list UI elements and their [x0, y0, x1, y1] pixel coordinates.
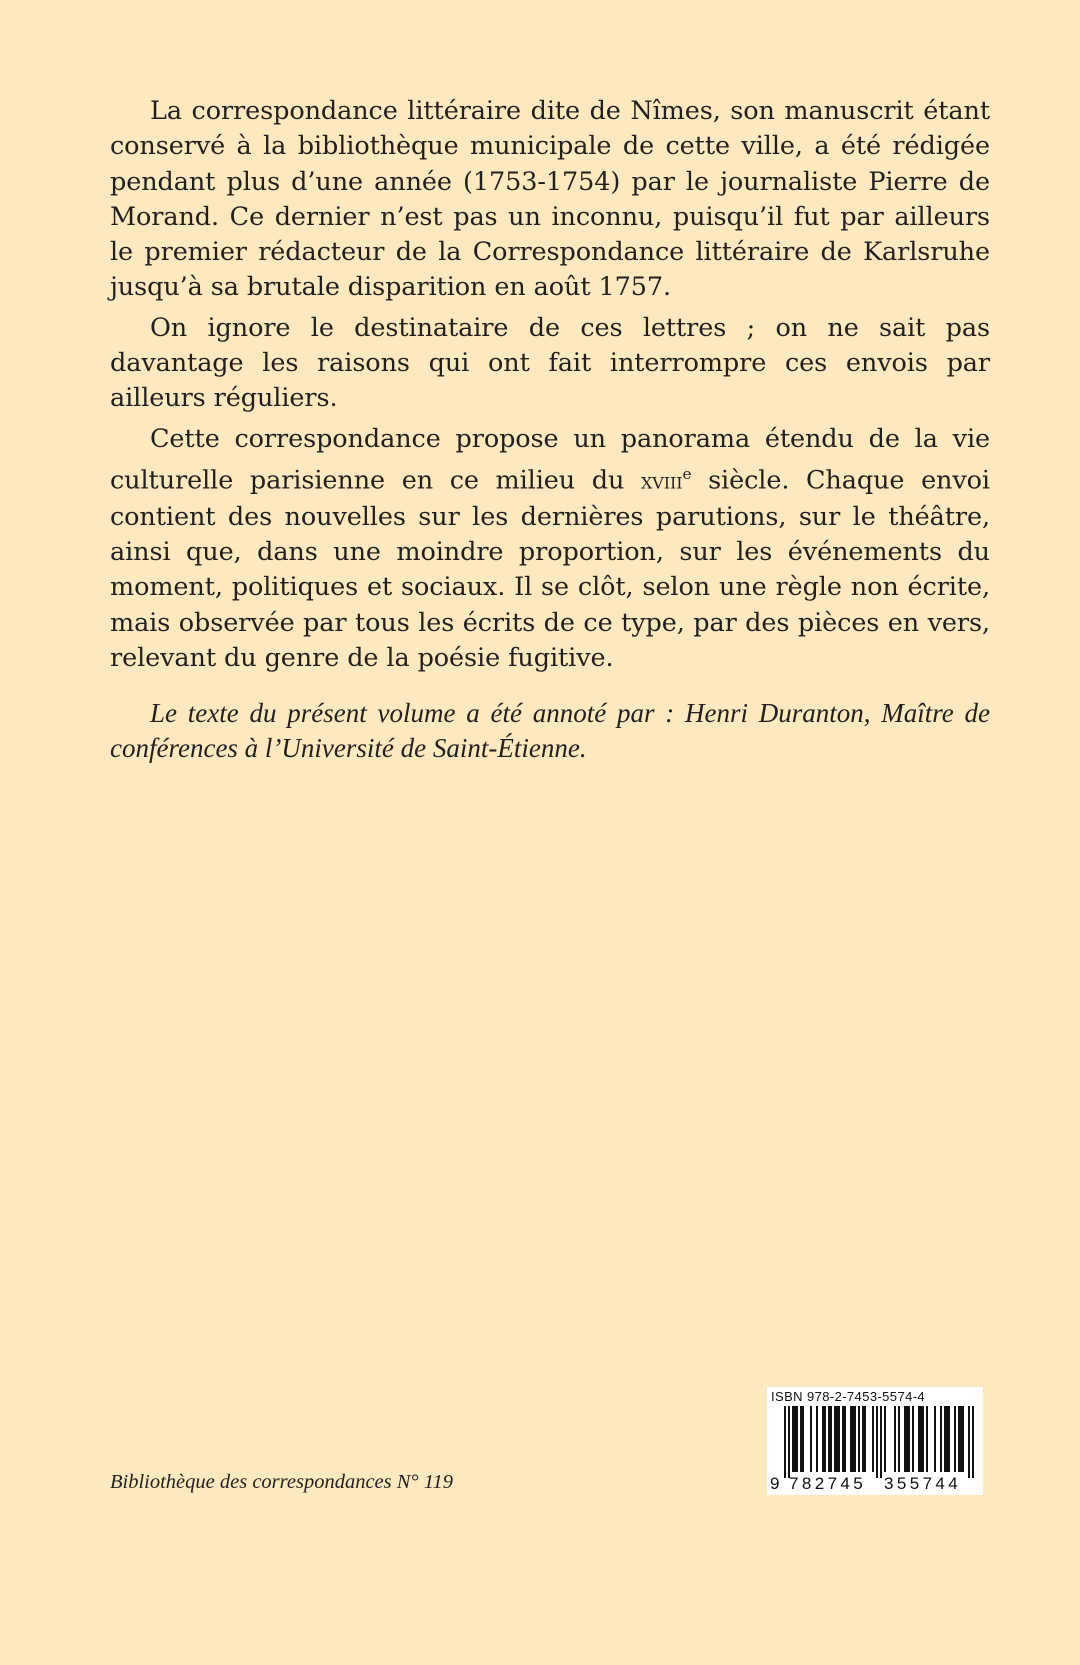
barcode-bar [922, 1406, 924, 1472]
barcode-bar [944, 1406, 946, 1472]
barcode-bar [958, 1406, 960, 1472]
barcode-bar [822, 1406, 824, 1472]
barcode-bar [884, 1406, 886, 1472]
barcode-bar [934, 1406, 936, 1472]
barcode-bar [962, 1406, 964, 1472]
barcode-bar [800, 1406, 802, 1472]
barcode-bar [854, 1406, 856, 1472]
barcode-bar [816, 1406, 818, 1472]
barcode-bar [838, 1406, 840, 1472]
barcode-bar [960, 1406, 962, 1472]
barcode-bar [912, 1406, 914, 1472]
barcode-bar [810, 1406, 812, 1472]
barcode-bar [904, 1406, 906, 1472]
barcode-bar [948, 1406, 950, 1472]
barcode-bar [834, 1406, 836, 1472]
barcode-bar [894, 1406, 896, 1472]
barcode-digit-lead: 9 [770, 1474, 780, 1493]
barcode-bar [968, 1406, 970, 1478]
barcode-bar [906, 1406, 908, 1472]
barcode-digits [767, 1474, 983, 1494]
barcode-bar [908, 1406, 910, 1472]
paragraph-3-end: siècle. Chaque envoi contient des nouvelles sur les dernières parutions, sur le théâtre, ainsi que, dans une moindre proportion, sur les événements du moment, politiques et sociaux. Il se clôt, selon une règle non écrite, mais observée par tous les écrits de ce type, par des pièces en vers, relevant du genre de la poésie fugitive. [110, 465, 990, 673]
paragraph-3 [110, 422, 990, 677]
barcode-bar [918, 1406, 920, 1472]
barcode-bar [842, 1406, 844, 1472]
barcode-bar [844, 1406, 846, 1472]
barcode-bar [940, 1406, 942, 1472]
barcode-bar [876, 1406, 878, 1478]
barcode-bar [792, 1406, 794, 1472]
barcode-digit-group-left: 782745 [789, 1474, 867, 1493]
barcode-bar [788, 1406, 790, 1478]
barcode-bar [920, 1406, 922, 1472]
barcode-bar [794, 1406, 796, 1472]
barcode-bar [946, 1406, 948, 1472]
barcode-bar [872, 1406, 874, 1472]
barcode-bar [802, 1406, 804, 1472]
barcode-bar [836, 1406, 838, 1472]
barcode-digit-group-right: 355744 [884, 1474, 962, 1493]
century-superscript: e [682, 464, 692, 483]
barcode-bar [830, 1406, 832, 1472]
barcode-bar [954, 1406, 956, 1472]
barcode-bar [862, 1406, 864, 1472]
series-title: Bibliothèque des correspondances N° 119 [110, 1471, 453, 1493]
isbn-label: ISBN 978-2-7453-5574-4 [771, 1389, 926, 1404]
barcode-bar [850, 1406, 852, 1472]
barcode-bar [852, 1406, 854, 1472]
barcode-bars [767, 1406, 983, 1478]
barcode-bar [880, 1406, 882, 1478]
barcode-bar [858, 1406, 860, 1472]
barcode-bar [796, 1406, 798, 1472]
barcode-bar [828, 1406, 830, 1472]
barcode-bar [784, 1406, 786, 1478]
paragraph-3-start: Cette correspondance propose un panorama étendu de la vie culturelle parisienne en ce milieu du [110, 423, 990, 496]
century-numeral: xviii [641, 468, 683, 495]
barcode-bar [824, 1406, 826, 1472]
annotation-credit: Le texte du présent volume a été annoté par : Henri Duranton, Maître de conférences à l’Université de Saint-Étienne. [110, 698, 990, 763]
barcode-bar [972, 1406, 974, 1478]
barcode-bar [926, 1406, 928, 1472]
summary-text [110, 94, 990, 681]
paragraph-1: La correspondance littéraire dite de Nîmes, son manuscrit étant conservé à la bibliothèque municipale de cette ville, a été rédigée pendant plus d’une année (1753-1754) par le journaliste Pierre de Morand. Ce dernier n’est pas un inconnu, puisqu’il fut par ailleurs le premier rédacteur de la Correspondance littéraire de Karlsruhe jusqu’à sa brutale disparition en août 1757. [110, 96, 990, 303]
paragraph-2: On ignore le destinataire de ces lettres ; on ne sait pas davantage les raisons qui ont fait interrompre ces envois par ailleurs réguliers. [110, 312, 990, 414]
barcode-bar [864, 1406, 866, 1472]
barcode-bar [898, 1406, 900, 1472]
isbn-barcode [767, 1387, 983, 1495]
